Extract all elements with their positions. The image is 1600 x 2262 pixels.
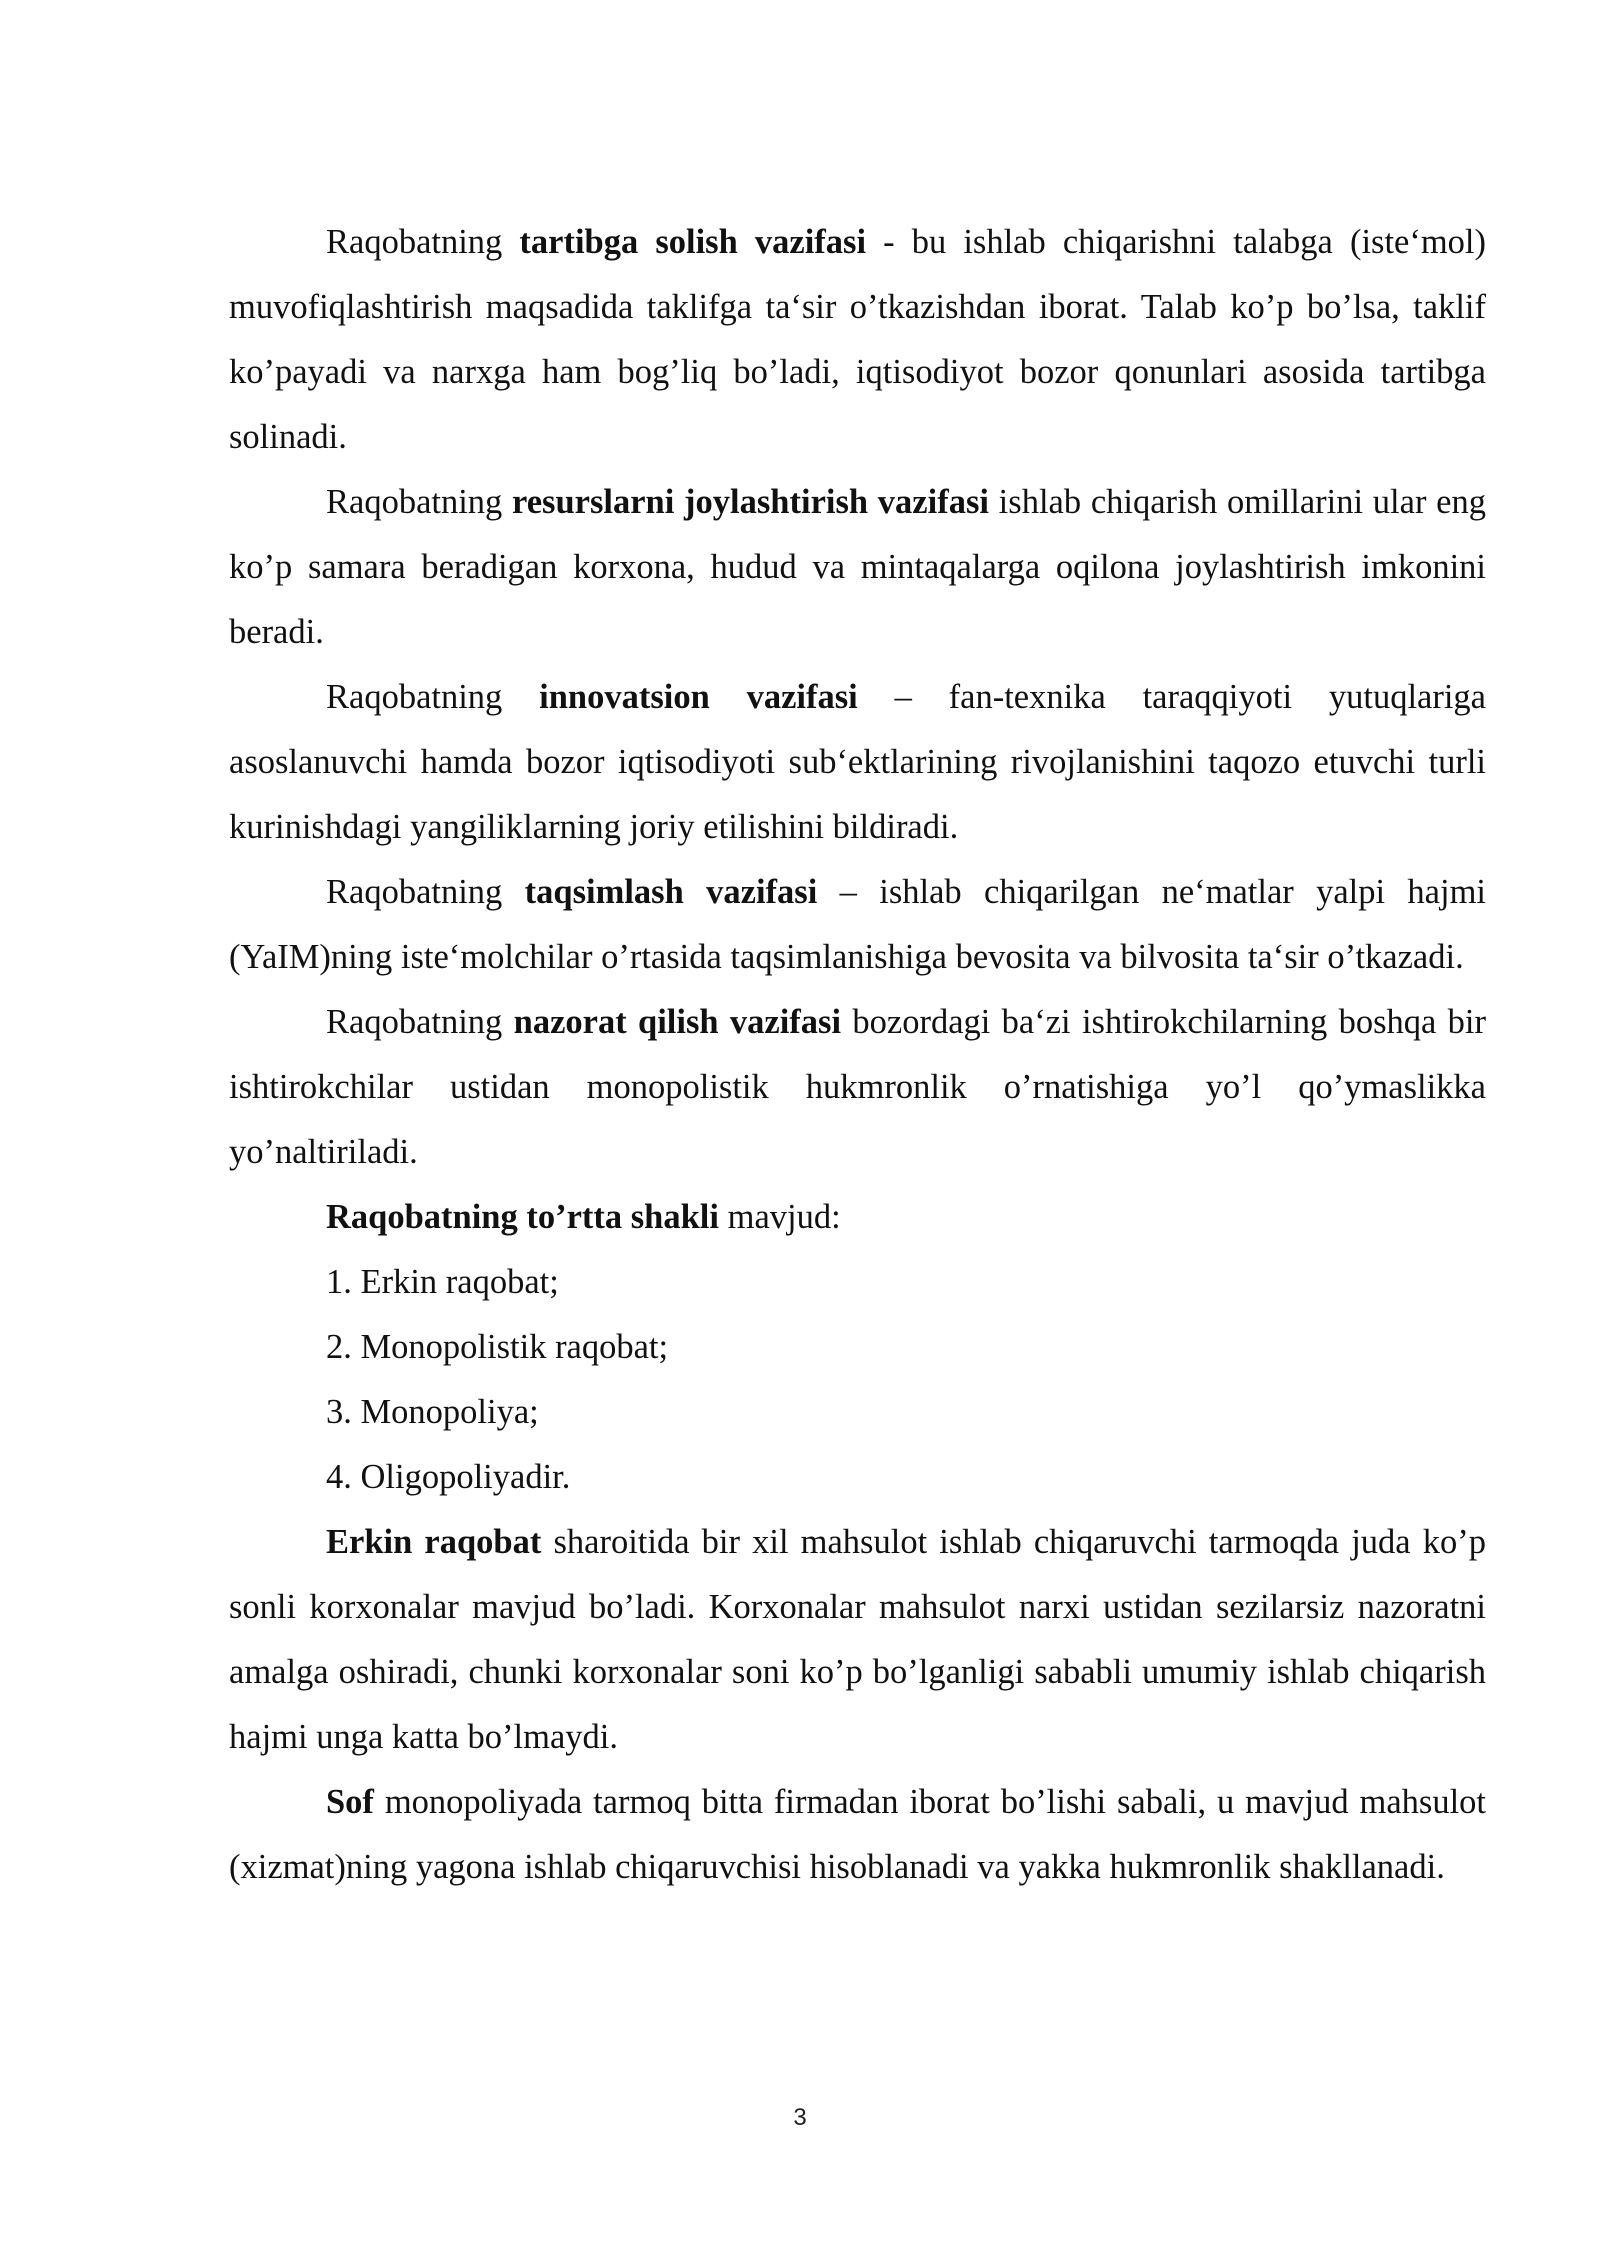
bold-term: Erkin raqobat [326,1523,542,1561]
paragraph-body: monopoliyada tarmoq bitta firmadan iborat bo’lishi sabali, u mavjud mahsulot (xizmat)ning yagona ishlab chiqaruvchisi hisoblanadi va yakka hukmronlik shakllanadi. [229,1783,1486,1886]
paragraph-innovation-function [229,665,1486,860]
paragraph-lead: Raqobatning [326,483,513,521]
bold-term: Sof [326,1783,374,1821]
page-number: 3 [793,2104,807,2131]
paragraph-control-function [229,990,1486,1185]
bold-term: innovatsion vazifasi [539,678,858,716]
paragraph-body: sharoitida bir xil mahsulot ishlab chiqaruvchi tarmoqda juda ko’p sonli korxonalar mavjud bo’ladi. Korxonalar mahsulot narxi ustidan sezilarsiz nazoratni amalga oshiradi, chunki korxonalar soni ko’p bo’lganligi sababli umumiy ishlab chiqarish hajmi unga katta bo’lmaydi. [229,1523,1486,1756]
paragraph-body: – fan-texnika taraqqiyoti yutuqlariga asoslanuvchi hamda bozor iqtisodiyoti sub‘ektlarining rivojlanishini taqozo etuvchi turli kurinishdagi yangiliklarning joriy etilishini bildiradi. [229,678,1486,846]
list-item: 3. Monopoliya; [326,1393,539,1431]
bold-term: Raqobatning to’rtta shakli [326,1198,719,1236]
bold-term: nazorat qilish vazifasi [513,1003,842,1041]
paragraph-body: mavjud: [718,1198,841,1236]
paragraph-regulation-function [229,210,1486,470]
paragraph-forms-intro [229,1185,1486,1250]
list-item: 4. Oligopoliyadir. [326,1458,571,1496]
paragraph-resource-allocation-function [229,470,1486,665]
paragraph-lead: Raqobatning [326,678,540,716]
paragraph-body: ishlab chiqarish omillarini ular eng ko’p samara beradigan korxona, hudud va mintaqalarga oqilona joylashtirish imkonini beradi. [229,483,1486,651]
paragraph-pure-monopoly [229,1770,1486,1900]
paragraph-body: - bu ishlab chiqarishni talabga (iste‘mol) muvofiqlashtirish maqsadida taklifga ta‘sir o’tkazishdan iborat. Talab ko’p bo’lsa, taklif ko’payadi va narxga ham bog’liq bo’ladi, iqtisodiyot bozor qonunlari asosida tartibga solinadi. [229,223,1486,456]
paragraph-body: – ishlab chiqarilgan ne‘matlar yalpi hajmi (YaIM)ning iste‘molchilar o’rtasida taqsimlanishiga bevosita va bilvosita ta‘sir o’tkazadi. [229,873,1486,976]
paragraph-free-competition [229,1510,1486,1770]
paragraph-lead: Raqobatning [326,873,525,911]
list-item: 1. Erkin raqobat; [326,1263,559,1301]
paragraph-lead: Raqobatning [326,1003,514,1041]
paragraph-distribution-function [229,860,1486,990]
bold-term: tartibga solish vazifasi [519,223,867,261]
bold-term: resurslarni joylashtirish vazifasi [512,483,989,521]
list-item: 2. Monopolistik raqobat; [326,1328,669,1366]
document-page [229,210,1486,1900]
paragraph-body: bozordagi ba‘zi ishtirokchilarning boshqa bir ishtirokchilar ustidan monopolistik hukmronlik o’rnatishiga yo’l qo’ymaslikka yo’naltiriladi. [229,1003,1486,1171]
bold-term: taqsimlash vazifasi [524,873,818,911]
paragraph-lead: Raqobatning [326,223,520,261]
